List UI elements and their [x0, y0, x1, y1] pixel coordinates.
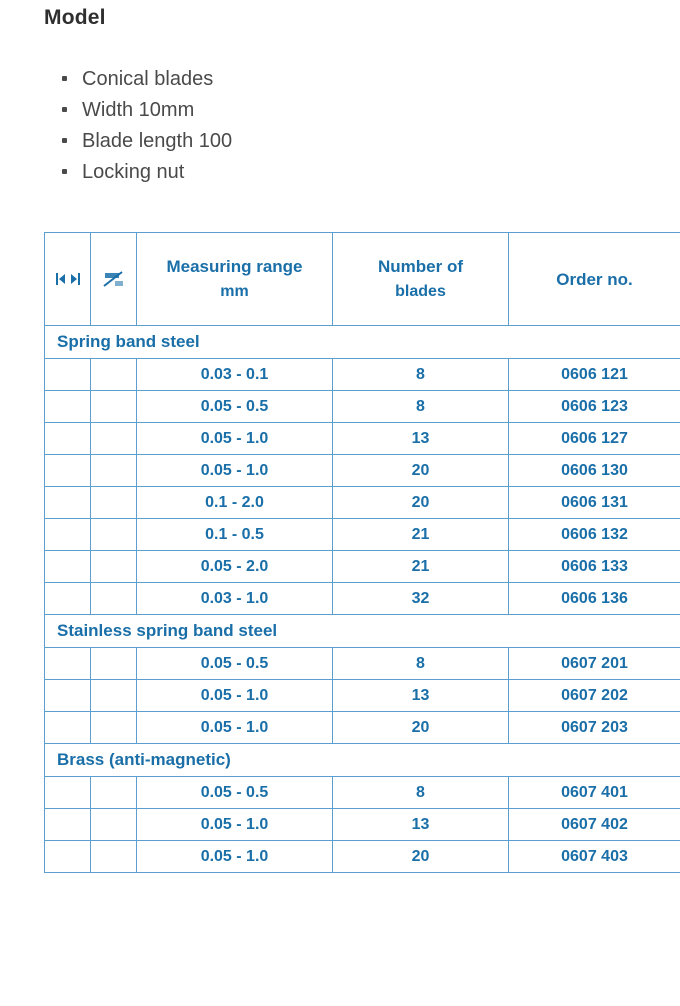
- cell-number-of-blades: 20: [333, 712, 509, 744]
- measuring-range-label: Measuring range: [166, 257, 302, 276]
- table-header: [45, 233, 680, 326]
- cell-icon-col2: [91, 519, 137, 551]
- cell-icon-col2: [91, 777, 137, 809]
- table-row: [45, 487, 680, 519]
- bullet-icon: [62, 107, 67, 112]
- table-group-header: [45, 744, 680, 777]
- measuring-range-unit: mm: [137, 279, 332, 304]
- cell-order-no: 0607 201: [509, 648, 680, 680]
- cell-icon-col1: [45, 359, 91, 391]
- cell-icon-col2: [91, 551, 137, 583]
- cell-order-no: 0606 130: [509, 455, 680, 487]
- specification-table-wrapper: [44, 232, 680, 873]
- cell-order-no: 0606 123: [509, 391, 680, 423]
- list-item-label: Conical blades: [82, 68, 213, 90]
- cell-icon-col1: [45, 391, 91, 423]
- cell-number-of-blades: 13: [333, 809, 509, 841]
- cell-icon-col2: [91, 841, 137, 873]
- cell-measuring-range: 0.05 - 1.0: [137, 680, 333, 712]
- specification-table: [44, 232, 680, 873]
- table-header-row: [45, 233, 680, 326]
- cell-icon-col2: [91, 423, 137, 455]
- cell-icon-col2: [91, 391, 137, 423]
- cell-icon-col2: [91, 359, 137, 391]
- cell-number-of-blades: 20: [333, 455, 509, 487]
- table-row: [45, 809, 680, 841]
- document-page: [0, 6, 680, 1006]
- cell-number-of-blades: 13: [333, 423, 509, 455]
- cell-number-of-blades: 8: [333, 777, 509, 809]
- cell-icon-col1: [45, 423, 91, 455]
- cell-number-of-blades: 8: [333, 648, 509, 680]
- cell-icon-col2: [91, 712, 137, 744]
- cell-measuring-range: 0.1 - 0.5: [137, 519, 333, 551]
- cell-order-no: 0606 132: [509, 519, 680, 551]
- cell-measuring-range: 0.03 - 1.0: [137, 583, 333, 615]
- cell-measuring-range: 0.05 - 2.0: [137, 551, 333, 583]
- cell-icon-col1: [45, 712, 91, 744]
- cell-icon-col1: [45, 841, 91, 873]
- list-item-label: Width 10mm: [82, 99, 194, 121]
- cell-measuring-range: 0.05 - 1.0: [137, 455, 333, 487]
- table-row: [45, 648, 680, 680]
- page-title: Model: [44, 6, 672, 30]
- group-label: Stainless spring band steel: [45, 615, 680, 648]
- table-row: [45, 423, 680, 455]
- cell-measuring-range: 0.05 - 1.0: [137, 841, 333, 873]
- column-header-order-no: Order no.: [509, 233, 680, 326]
- cell-order-no: 0606 121: [509, 359, 680, 391]
- number-of-blades-label-line2: blades: [333, 279, 508, 304]
- table-body: [45, 326, 680, 873]
- cell-icon-col2: [91, 487, 137, 519]
- cell-icon-col2: [91, 455, 137, 487]
- table-row: [45, 680, 680, 712]
- table-row: [45, 359, 680, 391]
- table-row: [45, 712, 680, 744]
- cell-number-of-blades: 8: [333, 359, 509, 391]
- cell-order-no: 0606 136: [509, 583, 680, 615]
- table-group-header: [45, 615, 680, 648]
- cell-icon-col1: [45, 809, 91, 841]
- table-row: [45, 841, 680, 873]
- list-item: [60, 95, 672, 126]
- cell-measuring-range: 0.05 - 0.5: [137, 648, 333, 680]
- number-of-blades-label-line1: Number of: [378, 257, 463, 276]
- cell-icon-col1: [45, 551, 91, 583]
- cell-order-no: 0606 133: [509, 551, 680, 583]
- cell-icon-col1: [45, 680, 91, 712]
- cell-icon-col2: [91, 648, 137, 680]
- table-row: [45, 519, 680, 551]
- cell-icon-col1: [45, 583, 91, 615]
- cell-icon-col1: [45, 519, 91, 551]
- cell-measuring-range: 0.05 - 0.5: [137, 391, 333, 423]
- cell-icon-col2: [91, 680, 137, 712]
- cell-measuring-range: 0.05 - 1.0: [137, 809, 333, 841]
- bullet-icon: [62, 138, 67, 143]
- cell-number-of-blades: 21: [333, 519, 509, 551]
- list-item: [60, 126, 672, 157]
- table-row: [45, 455, 680, 487]
- cell-measuring-range: 0.05 - 1.0: [137, 423, 333, 455]
- cell-number-of-blades: 32: [333, 583, 509, 615]
- cell-order-no: 0606 131: [509, 487, 680, 519]
- cell-measuring-range: 0.05 - 1.0: [137, 712, 333, 744]
- cell-icon-col1: [45, 777, 91, 809]
- cell-order-no: 0607 203: [509, 712, 680, 744]
- cell-number-of-blades: 20: [333, 487, 509, 519]
- cell-number-of-blades: 20: [333, 841, 509, 873]
- cell-order-no: 0607 202: [509, 680, 680, 712]
- group-label: Spring band steel: [45, 326, 680, 359]
- cell-measuring-range: 0.03 - 0.1: [137, 359, 333, 391]
- cell-icon-col1: [45, 648, 91, 680]
- cell-order-no: 0607 403: [509, 841, 680, 873]
- group-label: Brass (anti-magnetic): [45, 744, 680, 777]
- bullet-icon: [62, 169, 67, 174]
- caliper-icon-svg: [55, 271, 81, 287]
- cell-order-no: 0607 401: [509, 777, 680, 809]
- list-item: [60, 64, 672, 95]
- cell-icon-col1: [45, 487, 91, 519]
- material-icon: [91, 233, 137, 326]
- cell-measuring-range: 0.1 - 2.0: [137, 487, 333, 519]
- bullet-icon: [62, 76, 67, 81]
- cell-number-of-blades: 21: [333, 551, 509, 583]
- list-item: [60, 157, 672, 188]
- caliper-icon: [45, 233, 91, 326]
- column-header-measuring-range: [137, 233, 333, 326]
- table-row: [45, 583, 680, 615]
- table-row: [45, 391, 680, 423]
- cell-measuring-range: 0.05 - 0.5: [137, 777, 333, 809]
- cell-icon-col2: [91, 809, 137, 841]
- table-row: [45, 777, 680, 809]
- table-group-header: [45, 326, 680, 359]
- table-row: [45, 551, 680, 583]
- list-item-label: Locking nut: [82, 161, 184, 183]
- cell-icon-col1: [45, 455, 91, 487]
- column-header-number-of-blades: [333, 233, 509, 326]
- cell-icon-col2: [91, 583, 137, 615]
- cell-number-of-blades: 13: [333, 680, 509, 712]
- cell-number-of-blades: 8: [333, 391, 509, 423]
- list-item-label: Blade length 100: [82, 130, 232, 152]
- feature-list: [60, 64, 672, 188]
- material-icon-svg: [101, 269, 127, 289]
- cell-order-no: 0607 402: [509, 809, 680, 841]
- cell-order-no: 0606 127: [509, 423, 680, 455]
